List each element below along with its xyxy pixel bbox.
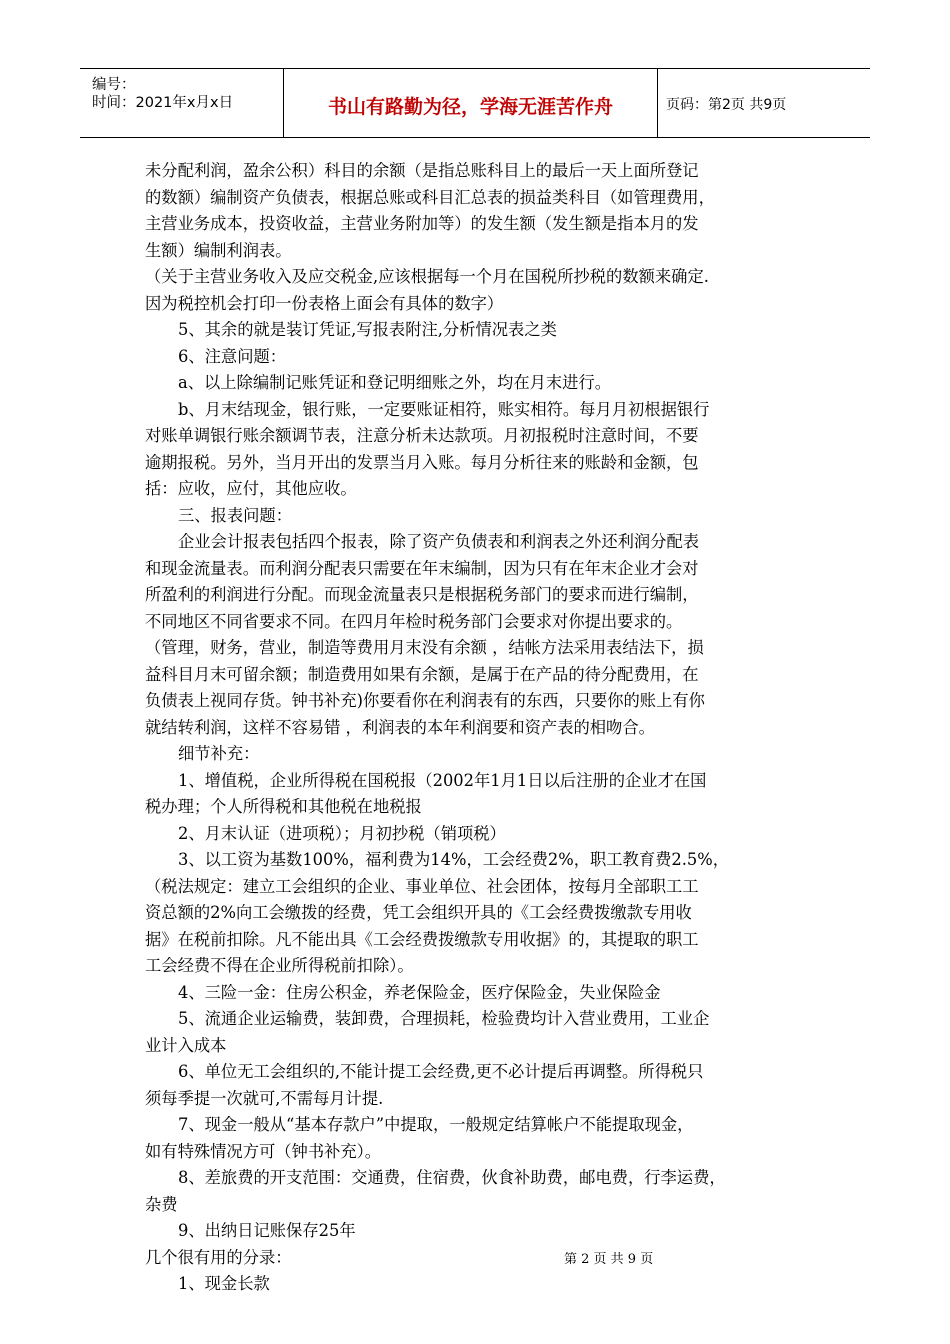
body-line: 如有特殊情况方可（钟书补充）。	[145, 1141, 382, 1161]
body-line: 就结转利润，这样不容易错 ，利润表的本年利润要和资产表的相吻合。	[145, 717, 655, 737]
body-line: 几个很有用的分录：	[145, 1247, 292, 1267]
body-line: 8、差旅费的开支范围：交通费，住宿费，伙食补助费，邮电费，行李运费，	[178, 1168, 726, 1187]
body-line: 生额）编制利润表。	[145, 240, 292, 260]
body-line: 的数额）编制资产负债表，根据总账或科目汇总表的损益类科目（如管理费用，	[145, 187, 715, 207]
body-line: 因为税控机会打印一份表格上面会有具体的数字）	[145, 293, 504, 313]
document-time-label: 时间：2021年x月x日	[92, 95, 234, 111]
body-line: 杂费	[145, 1194, 178, 1214]
body-line: 括：应收，应付，其他应收。	[145, 479, 357, 498]
body-line: 企业会计报表包括四个报表，除了资产负债表和利润表之外还利润分配表	[178, 532, 700, 551]
body-line: 据》在税前扣除。凡不能出具《工会经费拨缴款专用收据》的，其提取的职工	[145, 929, 699, 949]
document-body	[145, 158, 825, 1298]
body-line: b、月末结现金，银行账，一定要账证相符，账实相符。每月月初根据银行	[178, 399, 710, 419]
body-line: 益科目月末可留余额；制造费用如果有余额，是属于在产品的待分配费用，在	[145, 664, 699, 684]
body-line: 所盈利的利润进行分配。而现金流量表只是根据税务部门的要求而进行编制，	[145, 585, 699, 604]
body-line: 7、现金一般从“基本存款户”中提取，一般规定结算帐户不能提取现金，	[178, 1115, 694, 1134]
header-page-cell	[658, 69, 870, 137]
body-line: 未分配利润，盈余公积）科目的余额（是指总账科目上的最后一天上面所登记	[145, 161, 699, 180]
body-line: 对账单调银行账余额调节表，注意分析未达款项。月初报税时注意时间，不要	[145, 426, 699, 445]
body-line: 2、月末认证（进项税）；月初抄税（销项税）	[178, 823, 506, 843]
body-line: 5、流通企业运输费，装卸费，合理损耗，检验费均计入营业费用，工业企	[178, 1009, 710, 1028]
body-line: 税办理；个人所得税和其他税在地税报	[145, 797, 422, 816]
body-line: 不同地区不同省要求不同。在四月年检时税务部门会要求对你提出要求的。	[145, 611, 683, 631]
header-page-number: 页码：第2页 共9页	[666, 97, 787, 113]
body-line: （关于主营业务收入及应交税金,应该根据每一个月在国税所抄税的数额来确定.	[145, 267, 709, 286]
body-line: 须每季提一次就可,不需每月计提.	[145, 1088, 384, 1108]
page-header	[80, 68, 870, 138]
body-line: 6、注意问题：	[178, 346, 287, 366]
body-line: 负债表上视同存货。钟书补充)你要看你在利润表有的东西，只要你的账上有你	[145, 691, 705, 710]
body-line: 5、其余的就是装订凭证,写报表附注,分析情况表之类	[178, 320, 557, 339]
body-line: （税法规定：建立工会组织的企业、事业单位、社会团体，按每月全部职工工	[145, 876, 699, 896]
body-line: 业计入成本	[145, 1035, 227, 1055]
document-number-label: 编号：	[92, 77, 136, 93]
body-line: 资总额的2%向工会缴拨的经费，凭工会组织开具的《工会经费拨缴款专用收	[145, 903, 692, 922]
body-line: 三、报表问题：	[178, 505, 292, 525]
body-line: 4、三险一金：住房公积金，养老保险金，医疗保险金，失业保险金	[178, 982, 661, 1002]
body-line: 9、出纳日记账保存25年	[178, 1221, 356, 1240]
header-info-cell	[80, 69, 284, 137]
body-line: 6、单位无工会组织的,不能计提工会经费,更不必计提后再调整。所得税只	[178, 1062, 704, 1081]
body-line: 3、以工资为基数100%，福利费为14%，工会经费2%，职工教育费2.5%，	[178, 850, 730, 869]
body-line: 细节补充：	[178, 744, 260, 763]
body-line: 1、增值税，企业所得税在国税报（2002年1月1日以后注册的企业才在国	[178, 770, 707, 790]
body-line: 1、现金长款	[178, 1274, 270, 1293]
header-motto-cell	[284, 69, 658, 137]
body-line: （管理，财务，营业，制造等费用月末没有余额 ，结帐方法采用表结法下，损	[145, 638, 704, 657]
body-line: 和现金流量表。而利润分配表只需要在年末编制，因为只有在年末企业才会对	[145, 558, 699, 578]
header-motto: 书山有路勤为径，学海无涯苦作舟	[327, 96, 613, 118]
body-line: a、以上除编制记账凭证和登记明细账之外，均在月末进行。	[178, 373, 612, 392]
body-line: 主营业务成本，投资收益，主营业务附加等）的发生额（发生额是指本月的发	[145, 214, 699, 233]
body-line: 逾期报税。另外，当月开出的发票当月入账。每月分析往来的账龄和金额，包	[145, 452, 699, 472]
body-line: 工会经费不得在企业所得税前扣除）。	[145, 956, 414, 975]
page-footer: 第 2 页 共 9 页	[564, 1252, 654, 1267]
